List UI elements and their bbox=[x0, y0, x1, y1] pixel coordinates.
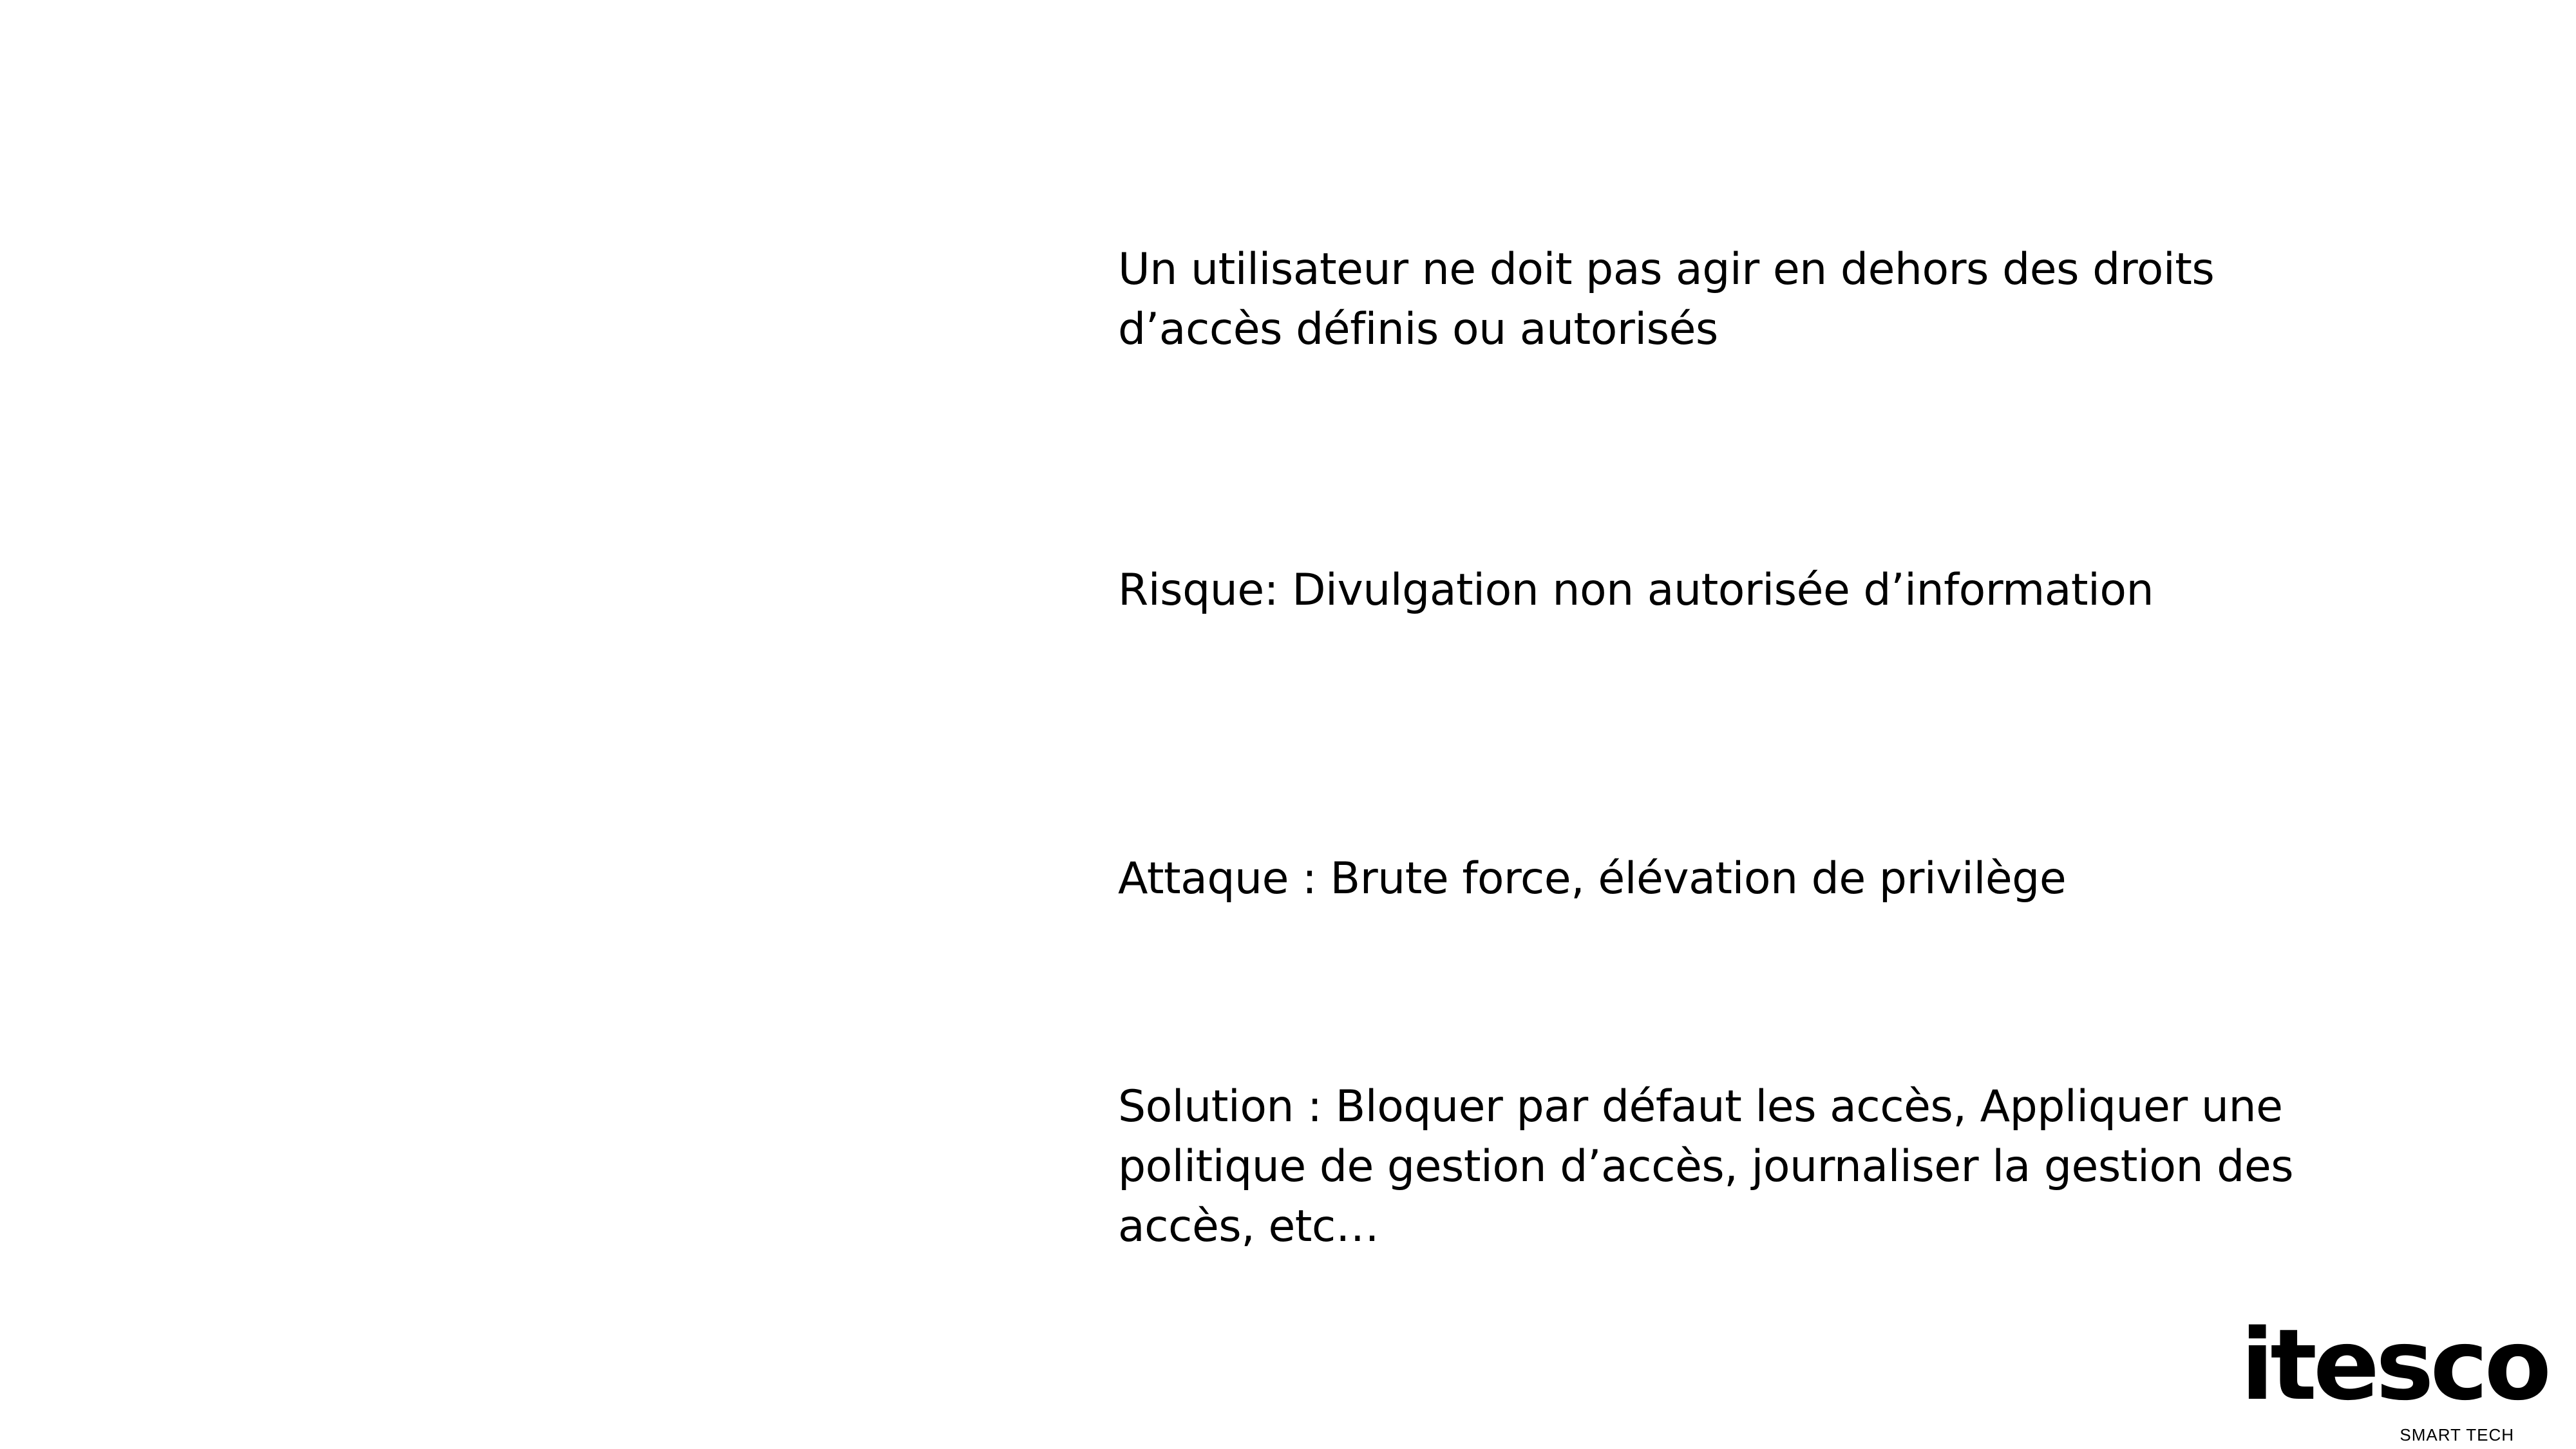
itesco-logo bbox=[2240, 1308, 2548, 1449]
logo-wordmark: itesco bbox=[2240, 1308, 2548, 1422]
logo-tagline: SMART TECH bbox=[2400, 1425, 2514, 1444]
paragraph-solution: Solution : Bloquer par défaut les accès, Appliquer une politique de gestion d’accès, journaliser la gestion des accès, etc… bbox=[1118, 1081, 2294, 1252]
slide-content bbox=[1118, 0, 2367, 1449]
paragraph-attack: Attaque : Brute force, élévation de privilège bbox=[1118, 853, 2067, 904]
paragraph-access-rights: Un utilisateur ne doit pas agir en dehors des droits d’accès définis ou autorisés bbox=[1118, 244, 2215, 355]
paragraph-risk: Risque: Divulgation non autorisée d’information bbox=[1118, 565, 2154, 616]
